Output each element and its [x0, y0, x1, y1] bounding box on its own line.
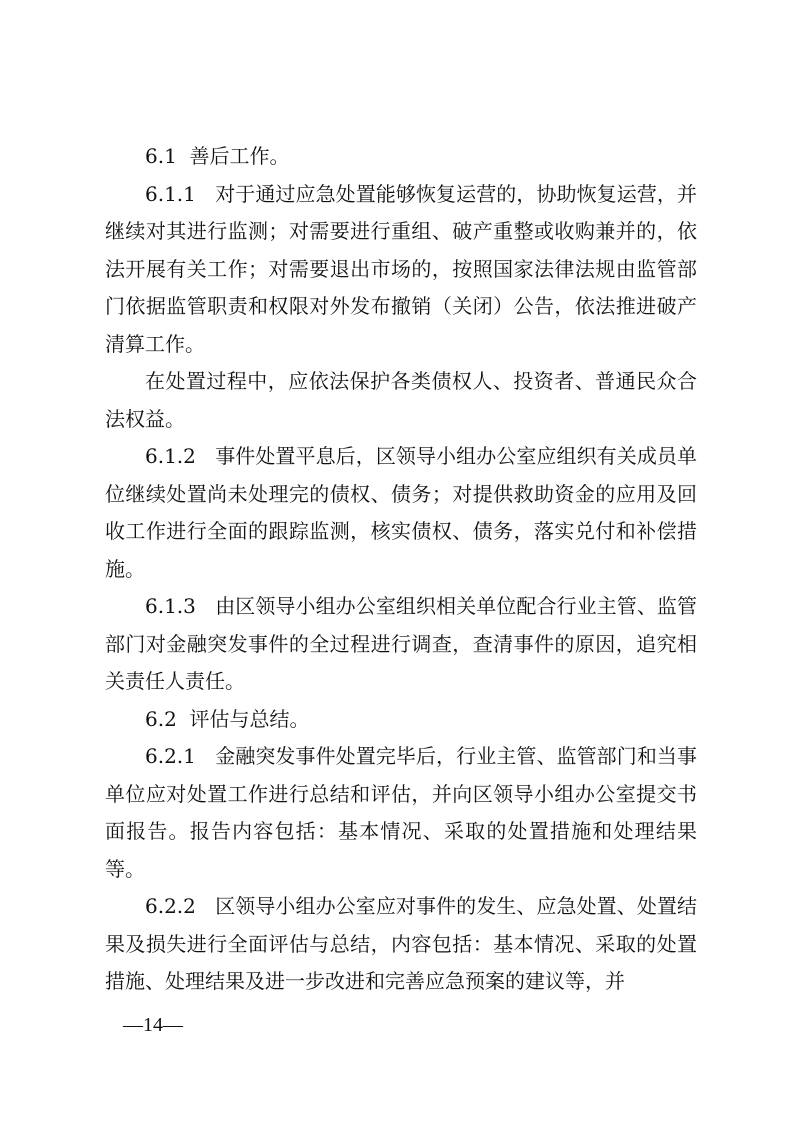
section-heading-6-1: 6.1 善后工作。: [145, 144, 290, 168]
paragraph-6-1-3: 6.1.3 由区领导小组办公室组织相关单位配合行业主管、监管部门对金融突发事件的全过程进行调查，查清事件的原因，追究相关责任人责任。: [105, 594, 697, 693]
document-body: [105, 138, 697, 1001]
page-number: —14—: [123, 1014, 183, 1036]
paragraph-6-1-2: 6.1.2 事件处置平息后，区领导小组办公室应组织有关成员单位继续处置尚未处理完的债权、债务；对提供救助资金的应用及回收工作进行全面的跟踪监测，核实债权、债务，落实兑付和补偿措施。: [105, 444, 697, 581]
paragraph-6-2-2: 6.2.2 区领导小组办公室应对事件的发生、应急处置、处置结果及损失进行全面评估与总结，内容包括：基本情况、采取的处置措施、处理结果及进一步改进和完善应急预案的建议等，并: [105, 894, 697, 993]
section-heading-6-2: 6.2 评估与总结。: [145, 706, 310, 731]
paragraph-6-2-1: 6.2.1 金融突发事件处置完毕后，行业主管、监管部门和当事单位应对处置工作进行总结和评估，并向区领导小组办公室提交书面报告。报告内容包括：基本情况、采取的处置措施和处理结果等。: [105, 744, 697, 881]
paragraph-protection: 在处置过程中，应依法保护各类债权人、投资者、普通民众合法权益。: [105, 369, 697, 431]
paragraph-6-1-1: 6.1.1 对于通过应急处置能够恢复运营的，协助恢复运营，并继续对其进行监测；对需要进行重组、破产重整或收购兼并的，依法开展有关工作；对需要退出市场的，按照国家法律法规由监管部门依据监管职责和权限对外发布撤销（关闭）公告，依法推进破产清算工作。: [105, 181, 697, 356]
